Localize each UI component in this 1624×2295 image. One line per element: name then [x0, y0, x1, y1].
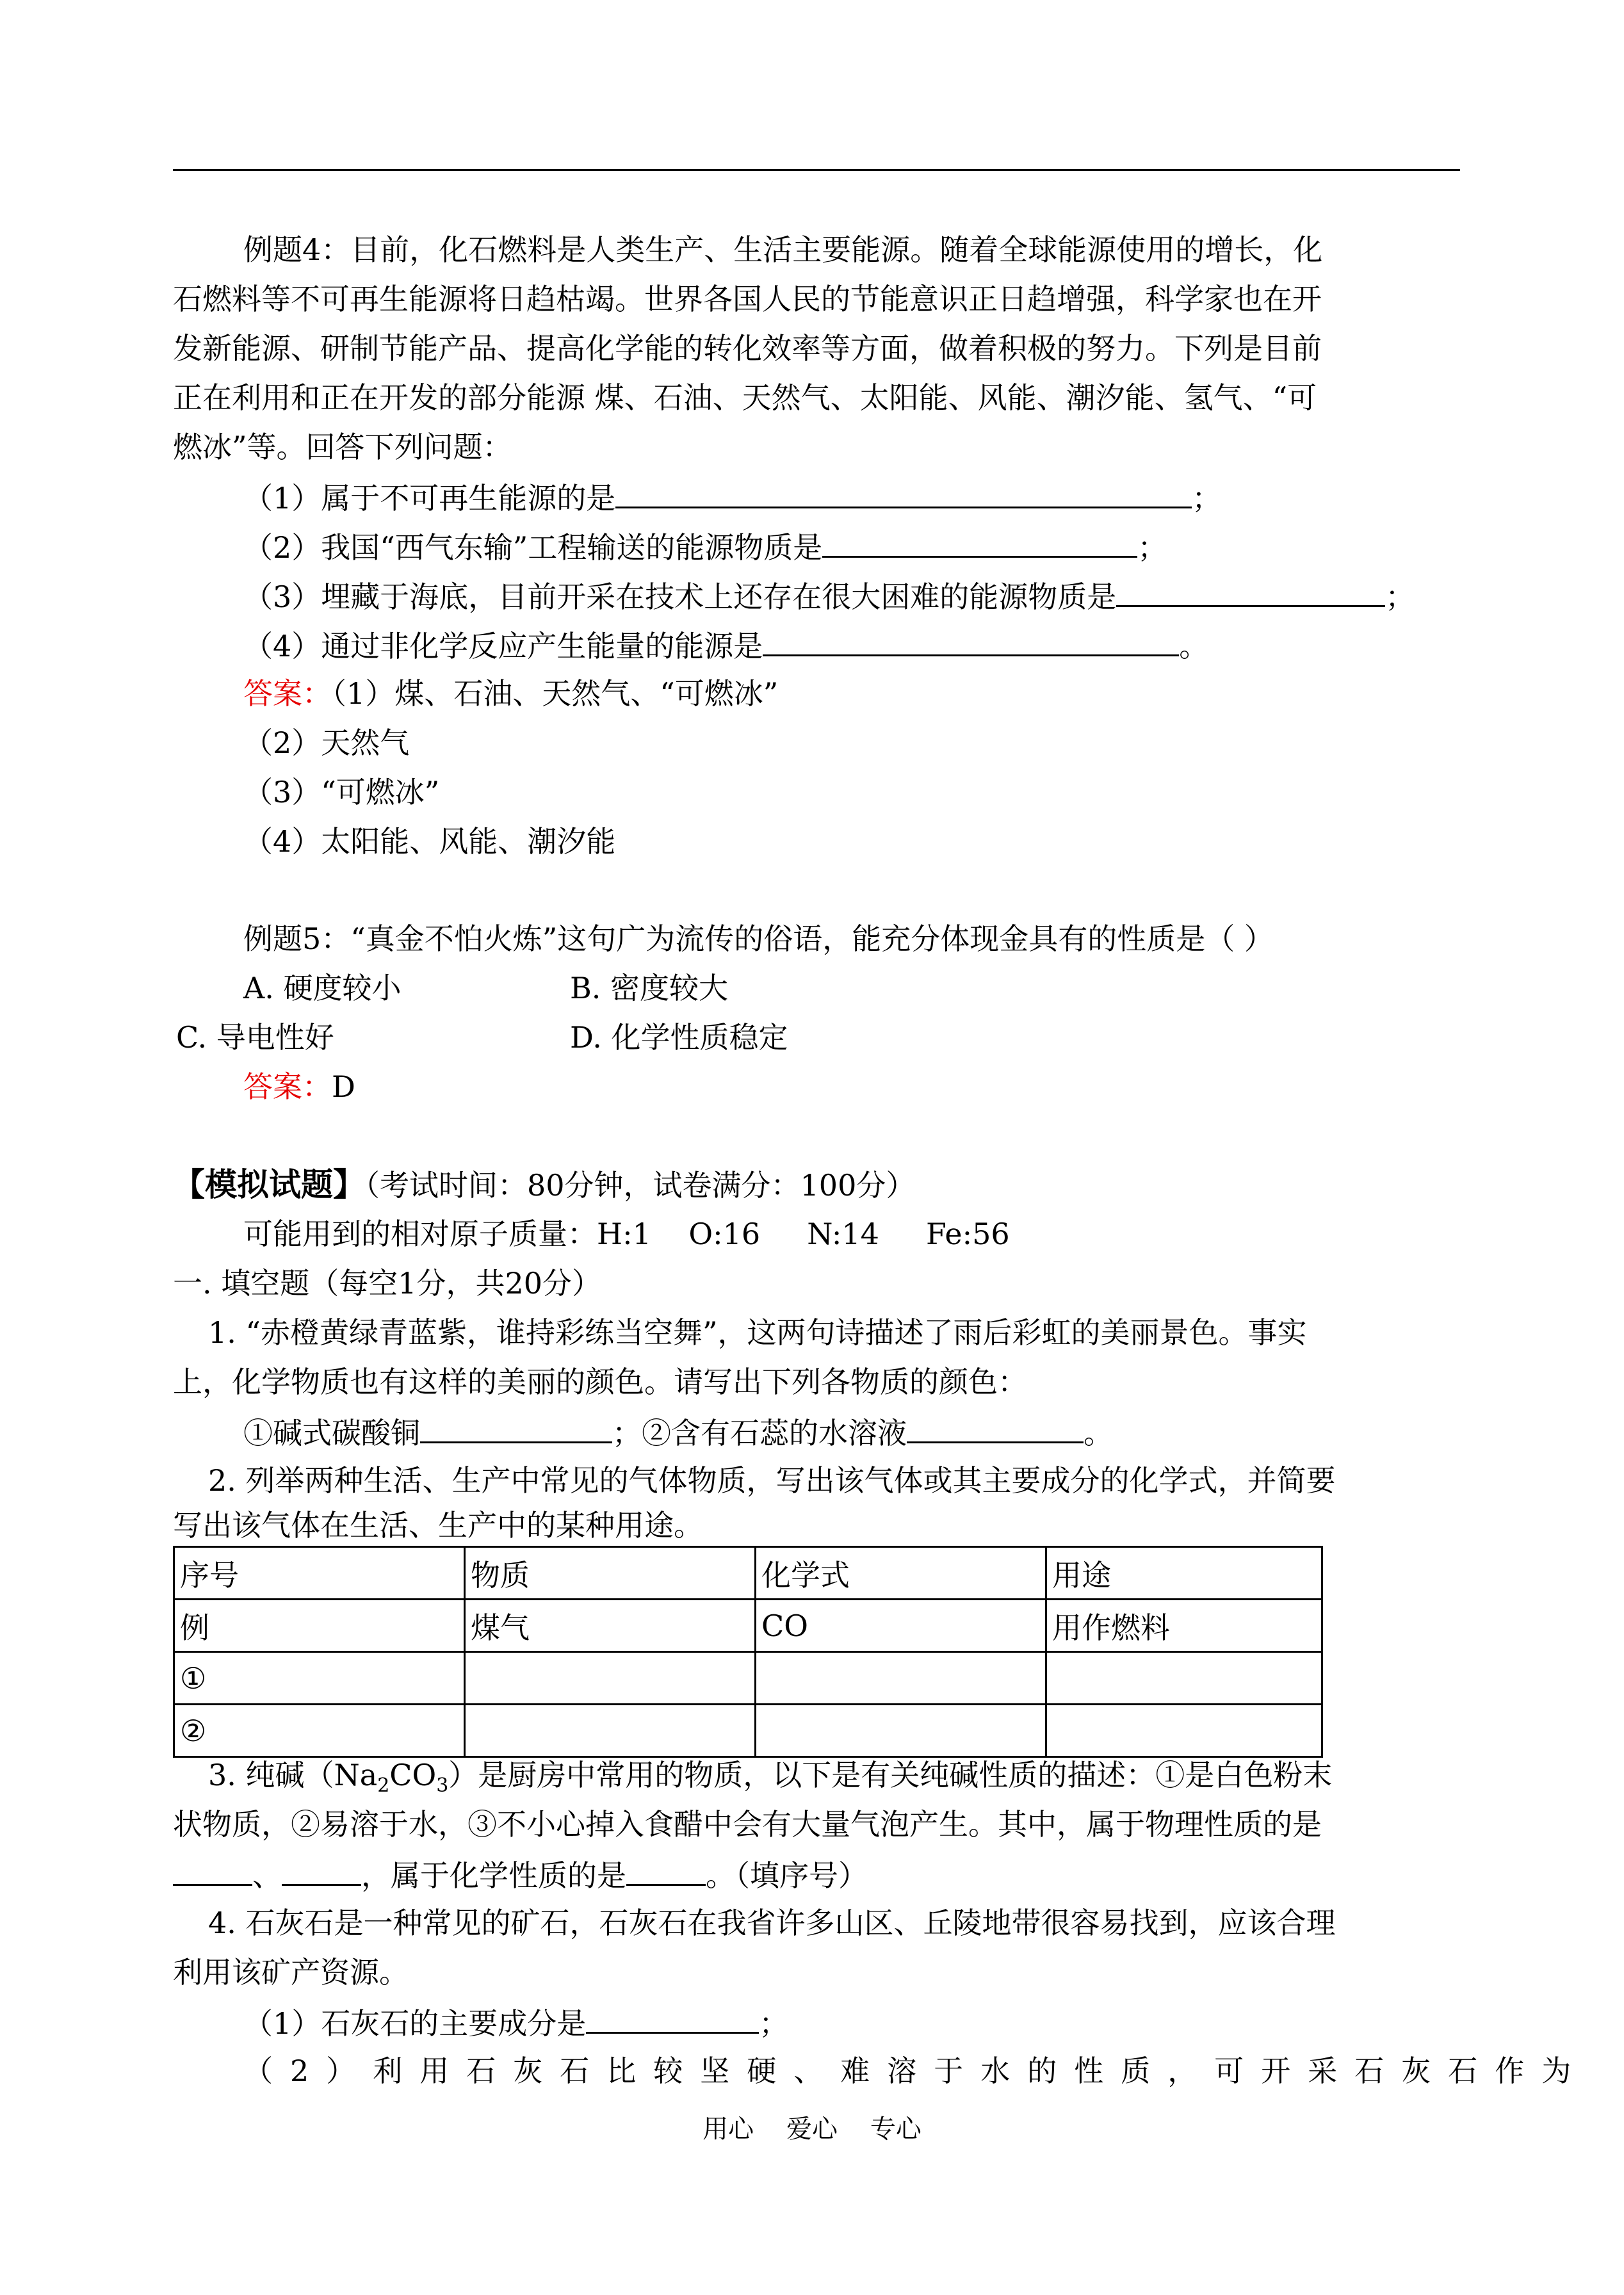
ex4-question-4: [243, 625, 1208, 665]
answer-blank[interactable]: [763, 625, 1179, 656]
answer-blank[interactable]: [173, 1854, 252, 1886]
answer-text: D: [332, 1069, 355, 1104]
ex4-paragraph-line-3: 发新能源、研制节能产品、提高化学能的转化效率等方面，做着积极的努力。下列是目前: [173, 331, 1322, 366]
answer-text: （1）煤、石油、天然气、“可燃冰”: [332, 676, 779, 711]
ex4-question-1: [243, 477, 1221, 517]
ex4-paragraph-line-5: 燃冰”等。回答下列问题：: [173, 430, 512, 464]
ex4-paragraph-line-4: 正在利用和正在开发的部分能源 煤、石油、天然气、太阳能、风能、潮汐能、氢气、“可: [173, 380, 1317, 415]
q1-item-1: ①碱式碳酸铜: [243, 1416, 420, 1450]
q1-item-2: ；②含有石蕊的水溶液: [612, 1416, 907, 1450]
ex4-question-2-text: （2）我国“西气东输”工程输送的能源物质是: [243, 530, 823, 565]
q3-text: ）是厨房中常用的物质，以下是有关纯碱性质的描述：①是白色粉末: [448, 1758, 1333, 1792]
q2-line-2: 写出该气体在生活、生产中的某种用途。: [173, 1508, 703, 1543]
answer-label: 答案：: [243, 1069, 332, 1104]
answer-blank[interactable]: [1116, 576, 1385, 607]
q4-sub-1: [243, 2002, 788, 2043]
page-footer: 用心 爱心 专心: [702, 2114, 922, 2144]
answer-blank[interactable]: [626, 1854, 706, 1886]
q2-line-1: 2. 列举两种生活、生产中常见的气体物质，写出该气体或其主要成分的化学式，并简要: [208, 1463, 1336, 1498]
answer-blank[interactable]: [822, 526, 1137, 558]
ex4-paragraph-line-2: 石燃料等不可再生能源将日趋枯竭。世界各国人民的节能意识正日趋增强，科学家也在开: [173, 282, 1322, 316]
table-cell[interactable]: [756, 1705, 1046, 1757]
q3-line-3: [173, 1854, 868, 1895]
ex5-option-c: C. 导电性好: [176, 1020, 334, 1055]
table-cell: CO: [756, 1600, 1046, 1652]
answer-label: 答案：: [243, 676, 332, 711]
q1-line-3: [243, 1412, 1113, 1452]
subscript: 3: [436, 1774, 449, 1797]
punctuation: 。: [1179, 629, 1209, 663]
punctuation: 、: [252, 1858, 282, 1893]
header-rule: [173, 169, 1460, 171]
ex4-question-4-text: （4）通过非化学反应产生能量的能源是: [243, 629, 763, 663]
ex4-question-2: [243, 526, 1167, 567]
atomic-mass-label: 可能用到的相对原子质量：: [243, 1217, 597, 1251]
q3-text: ，属于化学性质的是: [361, 1858, 626, 1893]
table-header-cell: 化学式: [756, 1547, 1046, 1600]
punctuation: ；: [1385, 580, 1415, 614]
atomic-mass-line: [243, 1215, 1010, 1253]
ex5-question: 例题5：“真金不怕火炼”这句广为流传的俗语，能充分体现金具有的性质是（ ）: [243, 921, 1274, 956]
answer-blank[interactable]: [907, 1412, 1084, 1443]
q3-text: CO: [389, 1758, 437, 1792]
q3-line-2: 状物质，②易溶于水，③不小心掉入食醋中会有大量气泡产生。其中，属于物理性质的是: [173, 1807, 1322, 1842]
q3-text: 。（填序号）: [706, 1858, 868, 1893]
table-cell[interactable]: [465, 1705, 756, 1757]
answer-blank[interactable]: [282, 1854, 361, 1886]
table-cell: ①: [174, 1652, 465, 1705]
answer-blank[interactable]: [586, 2002, 759, 2034]
table-row: [174, 1600, 1322, 1652]
table-cell: ②: [174, 1705, 465, 1757]
punctuation: ；: [759, 2006, 789, 2041]
q3-text: 3. 纯碱（Na: [208, 1758, 378, 1792]
q4-line-2: 利用该矿产资源。: [173, 1955, 409, 1990]
ex4-answer-2: （2）天然气: [243, 726, 410, 760]
atomic-mass-values: H:1 O:16 N:14 Fe:56: [597, 1217, 1010, 1251]
q1-line-2: 上，化学物质也有这样的美丽的颜色。请写出下列各物质的颜色：: [173, 1365, 1027, 1399]
q4-line-1: 4. 石灰石是一种常见的矿石，石灰石在我省许多山区、丘陵地带很容易找到，应该合理: [208, 1906, 1336, 1940]
ex4-paragraph-line-1: 例题4：目前，化石燃料是人类生产、生活主要能源。随着全球能源使用的增长，化: [243, 232, 1323, 267]
ex4-question-1-text: （1）属于不可再生能源的是: [243, 481, 616, 515]
ex4-question-3-text: （3）埋藏于海底，目前开采在技术上还存在很大困难的能源物质是: [243, 580, 1117, 614]
ex5-option-a: A. 硬度较小: [243, 971, 402, 1005]
ex5-answer: [243, 1067, 355, 1106]
table-cell[interactable]: [465, 1652, 756, 1705]
q4-sub-1-text: （1）石灰石的主要成分是: [243, 2006, 587, 2041]
q3-line-1: [208, 1756, 1332, 1805]
table-header-cell: 用途: [1046, 1547, 1322, 1600]
table-header-cell: 物质: [465, 1547, 756, 1600]
ex5-option-d: D. 化学性质稳定: [570, 1020, 788, 1055]
ex4-answer-3: （3）“可燃冰”: [243, 775, 440, 809]
table-cell: 用作燃料: [1046, 1600, 1322, 1652]
table-row: [174, 1705, 1322, 1757]
punctuation: ；: [1137, 530, 1167, 565]
answer-blank[interactable]: [615, 477, 1192, 508]
mock-title: 【模拟试题】: [173, 1165, 365, 1203]
table-row: [174, 1652, 1322, 1705]
mock-title-line: [173, 1165, 915, 1204]
section-1-heading: 一. 填空题（每空1分，共20分）: [173, 1266, 602, 1301]
table-cell[interactable]: [1046, 1652, 1322, 1705]
table-header-cell: 序号: [174, 1547, 465, 1600]
mock-info: （考试时间：80分钟，试卷满分：100分）: [365, 1168, 916, 1203]
table-header-row: [174, 1547, 1322, 1600]
table-cell[interactable]: [1046, 1705, 1322, 1757]
ex4-answer-4: （4）太阳能、风能、潮汐能: [243, 824, 616, 859]
punctuation: 。: [1084, 1416, 1113, 1450]
answer-blank[interactable]: [420, 1412, 612, 1443]
ex5-option-b: B. 密度较大: [570, 971, 729, 1005]
q4-sub-2: （2）利用石灰石比较坚硬、难溶于水的性质，可开采石灰石作为: [243, 2054, 1589, 2088]
q2-table: [173, 1546, 1323, 1758]
ex4-question-3: [243, 576, 1415, 616]
table-cell[interactable]: [756, 1652, 1046, 1705]
punctuation: ；: [1192, 481, 1222, 515]
table-cell: 例: [174, 1600, 465, 1652]
table-cell: 煤气: [465, 1600, 756, 1652]
subscript: 2: [377, 1774, 390, 1797]
ex4-answer-1: [243, 674, 778, 713]
q1-line-1: 1. “赤橙黄绿青蓝紫，谁持彩练当空舞”，这两句诗描述了雨后彩虹的美丽景色。事实: [208, 1315, 1307, 1350]
